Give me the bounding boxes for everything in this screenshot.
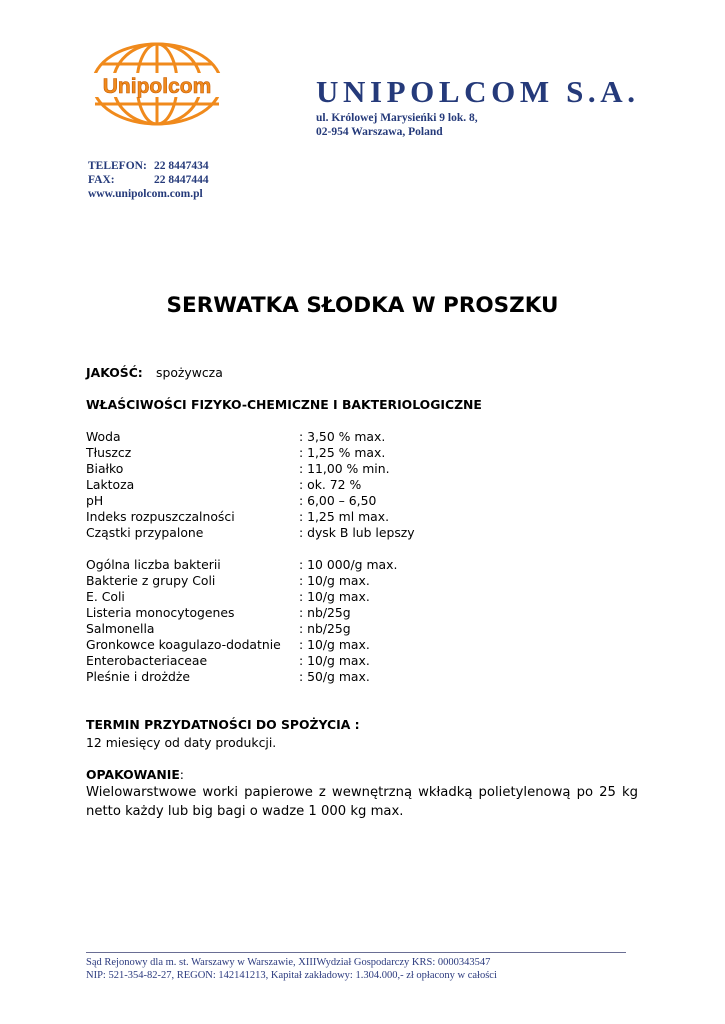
property-label: Indeks rozpuszczalności <box>86 509 235 524</box>
property-value: : 10/g max. <box>299 637 370 652</box>
property-label: pH <box>86 493 104 508</box>
property-value: : nb/25g <box>299 605 351 620</box>
property-label: Ogólna liczba bakterii <box>86 557 221 572</box>
property-label: Cząstki przypalone <box>86 525 204 540</box>
property-value: : 1,25 % max. <box>299 445 386 460</box>
property-label: Tłuszcz <box>86 445 132 460</box>
fax-row <box>88 174 209 186</box>
footer-registry: Sąd Rejonowy dla m. st. Warszawy w Warszawie, XIIIWydział Gospodarczy KRS: 0000343547 <box>86 957 491 968</box>
property-label: Bakterie z grupy Coli <box>86 573 216 588</box>
packaging-text: Wielowarstwowe worki papierowe z wewnętrzną wkładką polietylenową po 25 kg netto każdy lub big bagi o wadze 1 000 kg max. <box>86 785 638 819</box>
packaging-heading-row <box>86 767 184 782</box>
property-value: : nb/25g <box>299 621 351 636</box>
phone-value: 22 8447434 <box>154 160 209 172</box>
address-line-1: ul. Królowej Marysieńki 9 lok. 8, <box>316 112 478 124</box>
footer-tax-info: NIP: 521-354-82-27, REGON: 142141213, Kapitał zakładowy: 1.304.000,- zł opłacony w całości <box>86 970 497 981</box>
property-value: : 10/g max. <box>299 653 370 668</box>
footer-divider <box>86 952 626 953</box>
property-value: : 1,25 ml max. <box>299 509 390 524</box>
property-label: Gronkowce koagulazo-dodatnie <box>86 637 281 652</box>
svg-text:Unipolcom: Unipolcom <box>102 75 212 98</box>
phone-label: TELEFON: <box>88 160 147 172</box>
property-value: : 10 000/g max. <box>299 557 398 572</box>
property-value: : dysk B lub lepszy <box>299 525 415 540</box>
shelf-life-text: 12 miesięcy od daty produkcji. <box>86 735 277 750</box>
property-label: Listeria monocytogenes <box>86 605 235 620</box>
property-label: Woda <box>86 429 121 444</box>
property-value: : 3,50 % max. <box>299 429 386 444</box>
property-value: : 6,00 – 6,50 <box>299 493 377 508</box>
company-name: UNIPOLCOM S.A. <box>316 74 640 109</box>
property-label: Pleśnie i drożdże <box>86 669 190 684</box>
property-label: E. Coli <box>86 589 125 604</box>
fax-value: 22 8447444 <box>154 174 209 186</box>
packaging-colon: : <box>179 767 184 782</box>
packaging-heading: OPAKOWANIE <box>86 767 180 782</box>
globe-logo-icon <box>84 40 230 128</box>
property-label: Białko <box>86 461 124 476</box>
property-value: : 10/g max. <box>299 589 370 604</box>
company-logo <box>84 40 230 128</box>
property-value: : 11,00 % min. <box>299 461 390 476</box>
property-value: : 10/g max. <box>299 573 370 588</box>
property-label: Laktoza <box>86 477 135 492</box>
shelf-life-heading: TERMIN PRZYDATNOŚCI DO SPOŻYCIA : <box>86 717 360 732</box>
properties-heading: WŁAŚCIWOŚCI FIZYKO-CHEMICZNE I BAKTERIOLOGICZNE <box>86 397 482 412</box>
phone-row <box>88 160 209 172</box>
website-link[interactable]: www.unipolcom.com.pl <box>88 188 203 200</box>
property-label: Enterobacteriaceae <box>86 653 208 668</box>
quality-value: spożywcza <box>156 365 223 380</box>
property-value: : ok. 72 % <box>299 477 362 492</box>
document-title: SERWATKA SŁODKA W PROSZKU <box>166 293 559 318</box>
property-label: Salmonella <box>86 621 155 636</box>
property-value: : 50/g max. <box>299 669 370 684</box>
fax-label: FAX: <box>88 174 115 186</box>
address-line-2: 02-954 Warszawa, Poland <box>316 126 443 138</box>
quality-label: JAKOŚĆ: <box>86 365 143 380</box>
